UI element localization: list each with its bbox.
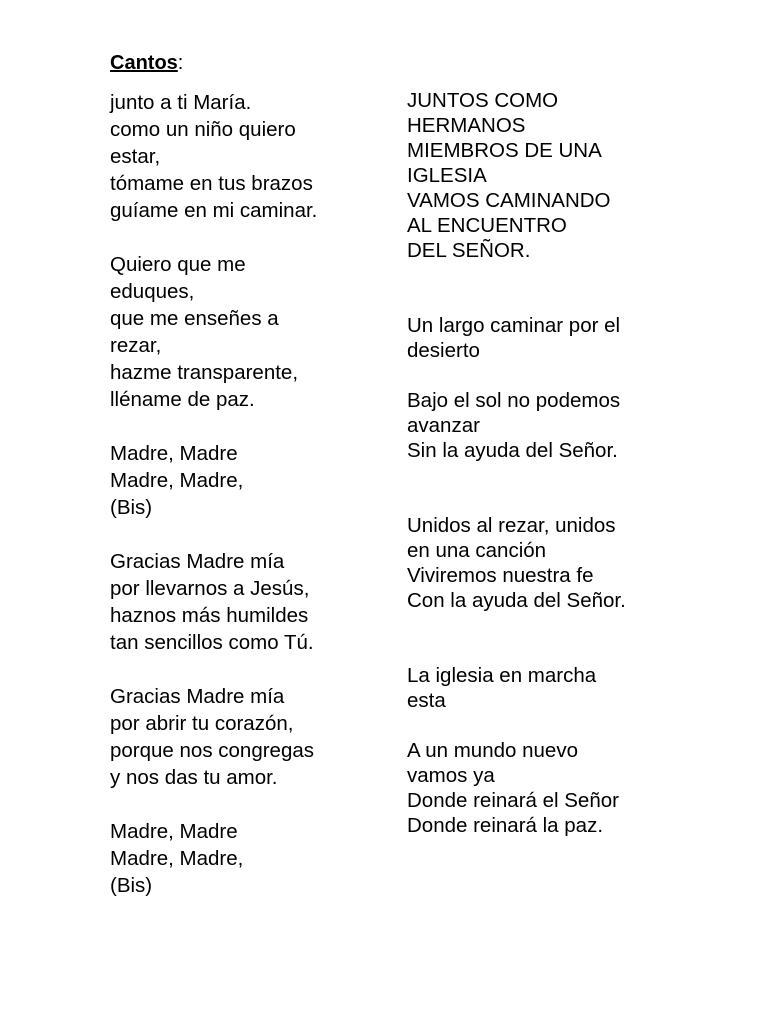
- stanza-spacer: [110, 224, 370, 251]
- stanza-spacer: [110, 521, 370, 548]
- lyric-line: haznos más humildes: [110, 604, 309, 627]
- lyric-line: estar,: [110, 145, 161, 168]
- lyric-line: (Bis): [110, 874, 153, 897]
- stanza-spacer: [110, 791, 370, 818]
- stanza-spacer: [407, 713, 672, 738]
- song-stanza: [407, 388, 672, 463]
- lyric-line: Gracias Madre mía: [110, 550, 285, 573]
- lyric-line: Quiero que me: [110, 253, 246, 276]
- lyric-line: en una canción: [407, 539, 547, 562]
- song-stanza: [407, 738, 672, 838]
- lyric-line: Donde reinará la paz.: [407, 814, 604, 837]
- lyric-line: avanzar: [407, 414, 480, 437]
- lyric-line: Gracias Madre mía: [110, 685, 285, 708]
- lyric-line: tómame en tus brazos: [110, 172, 313, 195]
- left-column: [110, 89, 370, 899]
- lyric-line: A un mundo nuevo: [407, 739, 578, 762]
- song-stanza: [110, 251, 370, 413]
- song-stanza: [407, 663, 672, 713]
- lyric-line: porque nos congregas: [110, 739, 315, 762]
- lyric-line: Con la ayuda del Señor.: [407, 589, 626, 612]
- song-stanza: [407, 313, 672, 363]
- section-heading-colon: :: [177, 52, 184, 74]
- lyric-line: IGLESIA: [407, 164, 487, 187]
- lyric-line: MIEMBROS DE UNA: [407, 139, 602, 162]
- song-stanza: [110, 818, 370, 899]
- lyric-line: Madre, Madre,: [110, 469, 244, 492]
- lyric-line: Madre, Madre: [110, 442, 238, 465]
- lyric-line: (Bis): [110, 496, 153, 519]
- lyric-line: desierto: [407, 339, 480, 362]
- song-chorus: [407, 88, 672, 263]
- stanza-spacer: [407, 463, 672, 513]
- lyric-line: AL ENCUENTRO: [407, 214, 567, 237]
- stanza-spacer: [407, 613, 672, 663]
- lyric-line: rezar,: [110, 334, 162, 357]
- lyric-line: HERMANOS: [407, 114, 526, 137]
- lyric-line: esta: [407, 689, 446, 712]
- lyric-line: que me enseñes a: [110, 307, 279, 330]
- lyric-line: DEL SEÑOR.: [407, 239, 531, 262]
- lyric-line: La iglesia en marcha: [407, 664, 597, 687]
- lyric-line: VAMOS CAMINANDO: [407, 189, 611, 212]
- song-stanza: [110, 89, 370, 224]
- lyric-line: eduques,: [110, 280, 195, 303]
- lyric-line: Viviremos nuestra fe: [407, 564, 594, 587]
- lyric-line: guíame en mi caminar.: [110, 199, 318, 222]
- lyric-line: por abrir tu corazón,: [110, 712, 294, 735]
- lyric-line: y nos das tu amor.: [110, 766, 278, 789]
- lyric-line: Madre, Madre: [110, 820, 238, 843]
- stanza-spacer: [407, 363, 672, 388]
- lyric-line: Sin la ayuda del Señor.: [407, 439, 618, 462]
- lyric-line: hazme transparente,: [110, 361, 299, 384]
- stanza-spacer: [110, 413, 370, 440]
- stanza-spacer: [407, 263, 672, 313]
- section-heading-title: Cantos: [110, 52, 178, 74]
- song-stanza: [110, 440, 370, 521]
- lyric-line: Unidos al rezar, unidos: [407, 514, 616, 537]
- lyric-line: junto a ti María.: [110, 91, 252, 114]
- lyric-line: lléname de paz.: [110, 388, 255, 411]
- lyric-line: por llevarnos a Jesús,: [110, 577, 310, 600]
- right-column: [407, 88, 672, 838]
- song-stanza: [110, 548, 370, 656]
- song-stanza: [407, 513, 672, 613]
- song-stanza: [110, 683, 370, 791]
- lyric-line: tan sencillos como Tú.: [110, 631, 314, 654]
- lyric-line: Donde reinará el Señor: [407, 789, 619, 812]
- lyric-line: Bajo el sol no podemos: [407, 389, 621, 412]
- stanza-spacer: [110, 656, 370, 683]
- lyric-line: Un largo caminar por el: [407, 314, 621, 337]
- lyric-line: como un niño quiero: [110, 118, 296, 141]
- section-heading: [110, 51, 183, 75]
- lyric-line: JUNTOS COMO: [407, 89, 559, 112]
- lyric-line: vamos ya: [407, 764, 495, 787]
- lyric-line: Madre, Madre,: [110, 847, 244, 870]
